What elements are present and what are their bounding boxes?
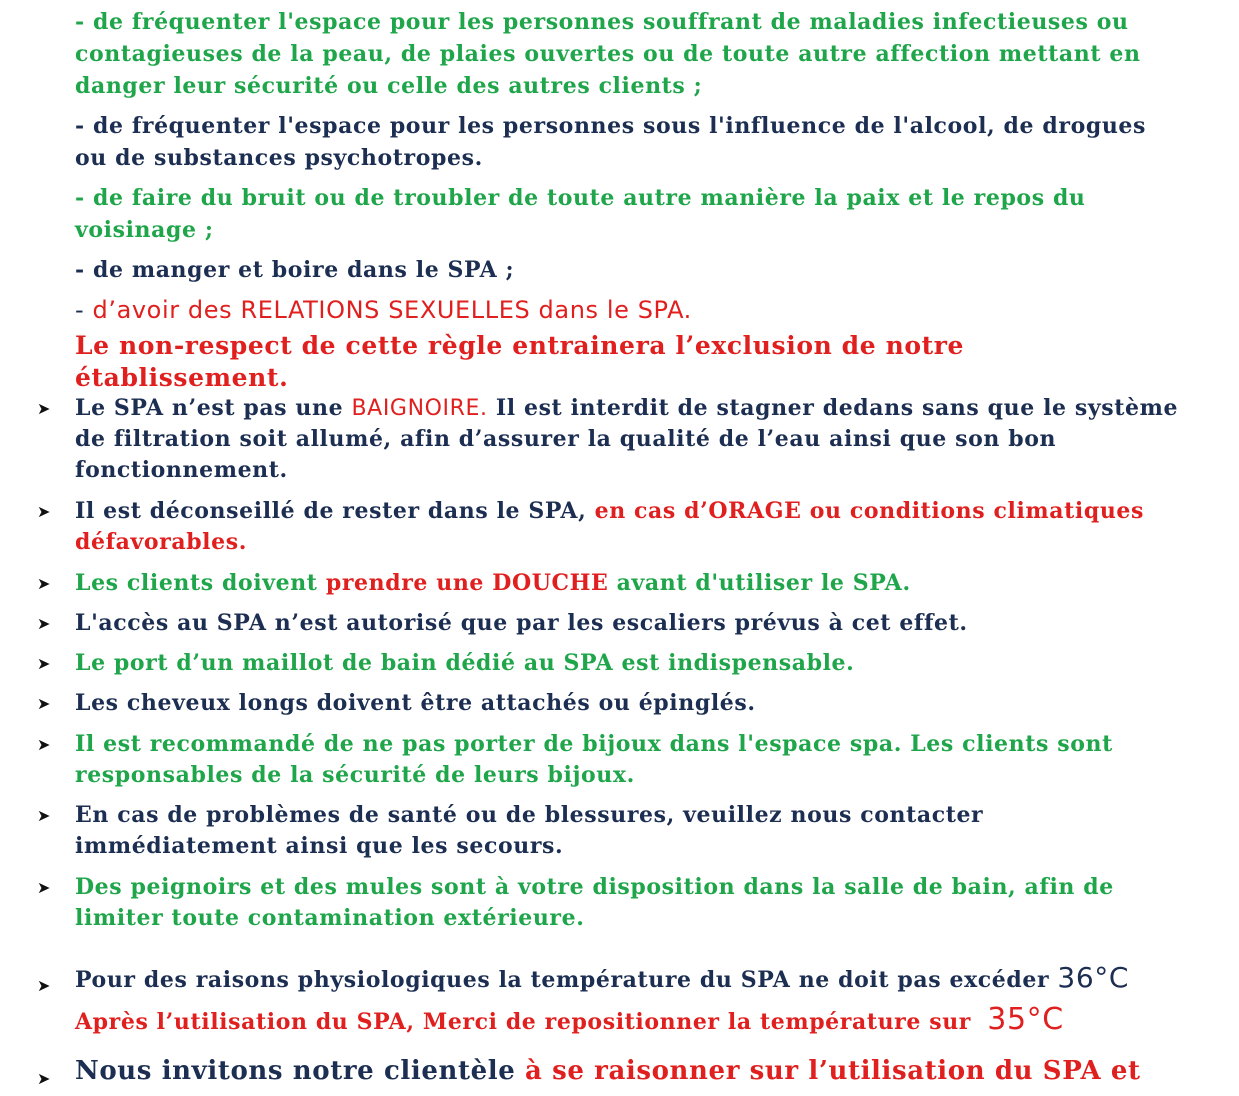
arrow-bullet-icon: ➤ [37,1069,52,1088]
bullet-text: Le SPA n’est pas une [75,395,352,421]
bullet-shower [37,568,1185,599]
arrow-bullet-icon: ➤ [37,694,52,713]
arrow-bullet-icon: ➤ [37,614,52,633]
rule-sexual-relations-text: d’avoir des RELATIONS SEXUELLES dans le SPA. [92,296,692,324]
bullet-text: Le port d’un maillot de bain dédié au SPA est indispensable. [75,650,855,676]
rule-alcohol-drugs: - de fréquenter l'espace pour les personnes sous l'influence de l'alcool, de drogues ou de substances psychotropes. [75,113,1147,171]
bullet-not-bathtub [37,393,1185,486]
bullet-text: Il est interdit de stagner dedans sans que le système de filtration soit allumé, afin d’assurer la qualité de l’eau ainsi que son bon fonctionnement. [75,395,1179,483]
exclusion-notice: Le non-respect de cette règle entrainera l’exclusion de notre établissement. [75,331,965,392]
max-temperature: 36°C [1057,961,1130,994]
arrow-bullet-icon: ➤ [37,735,52,754]
bullet-health [37,800,1185,862]
bullet-stairs [37,608,1185,639]
reset-instruction: Après l’utilisation du SPA, Merci de repositionner la température sur [75,1009,980,1035]
bullet-text: Pour des raisons physiologiques la température du SPA ne doit pas excéder [75,967,1058,993]
bullet-jewelry [37,729,1185,791]
bullet-long-hair [37,688,1185,719]
arrow-bullet-icon: ➤ [37,399,52,418]
rule-eating-drinking: - de manger et boire dans le SPA ; [75,257,515,283]
rule-sexual-relations [75,294,1185,326]
bullet-text: Des peignoirs et des mules sont à votre disposition dans la salle de bain, afin de limiter toute contamination extérieure. [75,874,1114,931]
rule-infectious-diseases: - de fréquenter l'espace pour les personnes souffrant de maladies infectieuses ou contagieuses de la peau, de plaies ouvertes ou de toute autre affection mettant en danger leur sécurité ou celle des autres clients ; [75,9,1141,99]
reasonable-use-highlight: à se raisonner sur l’utilisation du SPA et [525,1056,1141,1086]
arrow-bullet-icon: ➤ [37,806,52,825]
reset-temperature: 35°C [987,1002,1064,1037]
bullet-text: Les clients doivent [75,570,326,596]
bullet-text: L'accès au SPA n’est autorisé que par les escaliers prévus à cet effet. [75,610,968,636]
shower-highlight: prendre une DOUCHE [325,570,609,596]
bullet-text: Les cheveux longs doivent être attachés ou épinglés. [75,690,756,716]
bathtub-highlight: BAIGNOIRE. [351,396,488,421]
rule-noise: - de faire du bruit ou de troubler de toute autre manière la paix et le repos du voisinage ; [75,185,1086,243]
bullet-text: En cas de problèmes de santé ou de blessures, veuillez nous contacter immédiatement ainsi que les secours. [75,802,984,859]
bullet-text: Il est recommandé de ne pas porter de bijoux dans l'espace spa. Les clients sont responsables de la sécurité de leurs bijoux. [75,731,1113,788]
bullet-storm [37,496,1185,558]
arrow-bullet-icon: ➤ [37,654,52,673]
bullet-bathrobes [37,872,1185,934]
bullet-text: Nous invitons notre clientèle [75,1056,526,1086]
arrow-bullet-icon: ➤ [37,502,52,521]
storm-highlight: en cas d’ORAGE ou conditions climatiques défavorables. [75,498,1145,555]
arrow-bullet-icon: ➤ [37,878,52,897]
arrow-bullet-icon: ➤ [37,574,52,593]
bullet-text: avant d'utiliser le SPA. [608,570,911,596]
bullet-reasonable-use [37,1054,1185,1088]
bullet-text: Il est déconseillé de rester dans le SPA, [75,498,595,524]
bullet-swimsuit [37,648,1185,679]
bullet-temperature [37,958,1185,1042]
arrow-bullet-icon: ➤ [37,976,52,995]
dash-prefix: - [75,296,93,324]
